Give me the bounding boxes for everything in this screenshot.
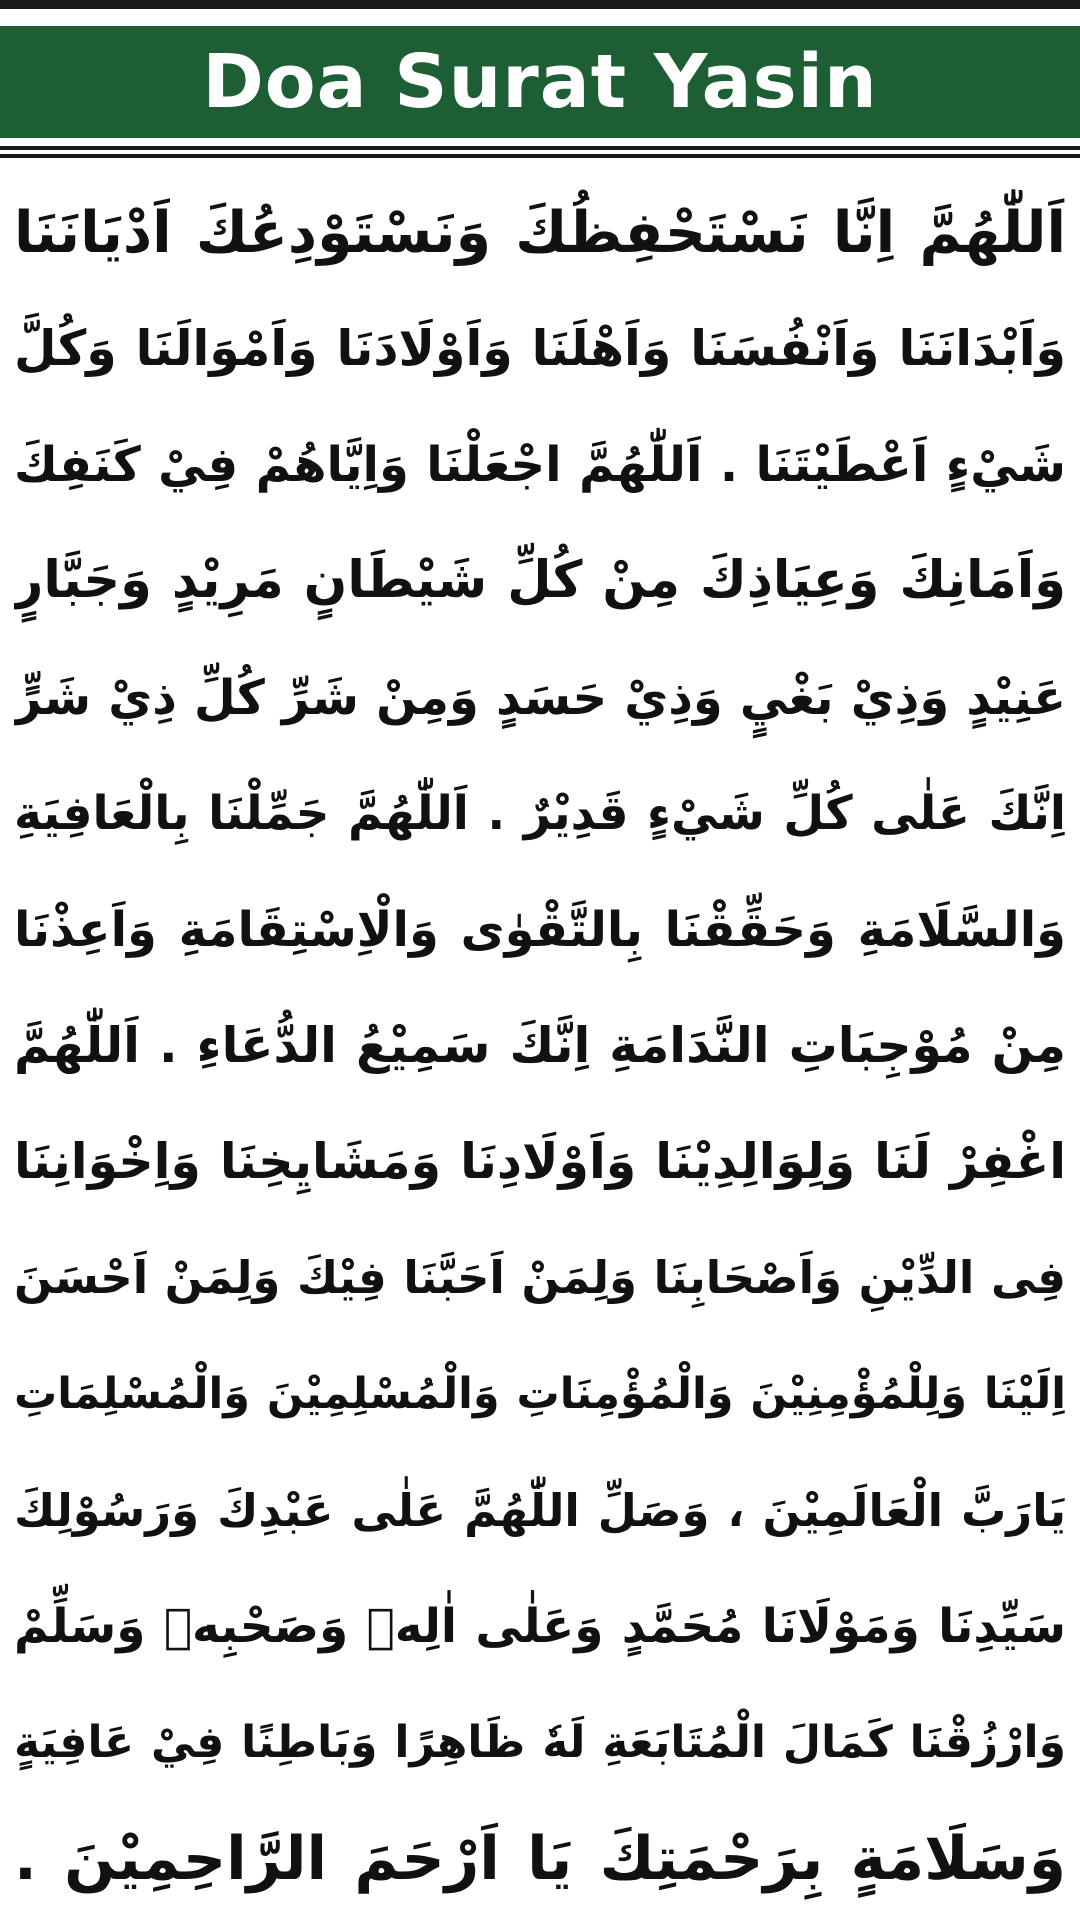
- prayer-line: وَسَلَامَةٍ بِرَحْمَتِكَ يَا اَرْحَمَ الرَّاحِمِيْنَ .: [14, 1823, 1066, 1894]
- prayer-line: فِى الدِّيْنِ وَاَصْحَابِنَا وَلِمَنْ اَحَبَّنَا فِيْكَ وَلِمَنْ اَحْسَنَ: [14, 1251, 1066, 1305]
- prayer-line: سَيِّدِنَا وَمَوْلَانَا مُحَمَّدٍ وَعَلٰى اٰلِهٖ وَصَحْبِهٖ وَسَلِّمْ: [14, 1598, 1066, 1654]
- prayer-line: وَارْزُقْنَا كَمَالَ الْمُتَابَعَةِ لَهٗ ظَاهِرًا وَبَاطِنًا فِيْ عَافِيَةٍ: [14, 1716, 1066, 1768]
- top-border-gap: [0, 9, 1080, 26]
- title-banner: [0, 26, 1080, 138]
- top-border-rule: [0, 0, 1080, 9]
- prayer-text-block: [14, 176, 1066, 1916]
- prayer-line: اِنَّكَ عَلٰى كُلِّ شَيْءٍ قَدِيْرٌ . اَللّٰهُمَّ جَمِّلْنَا بِالْعَافِيَةِ: [14, 785, 1066, 841]
- prayer-line: وَالسَّلَامَةِ وَحَقِّقْنَا بِالتَّقْوٰى وَالْاِسْتِقَامَةِ وَاَعِذْنَا: [14, 901, 1066, 958]
- prayer-line: عَنِيْدٍ وَذِيْ بَغْيٍ وَذِيْ حَسَدٍ وَمِنْ شَرِّ كُلِّ ذِيْ شَرٍّ: [14, 669, 1066, 726]
- prayer-line: اِلَيْنَا وَلِلْمُؤْمِنِيْنَ وَالْمُؤْمِنَاتِ وَالْمُسْلِمِيْنَ وَالْمُسْلِمَاتِ: [14, 1369, 1066, 1420]
- prayer-line: وَاَبْدَانَنَا وَاَنْفُسَنَا وَاَهْلَنَا وَاَوْلَادَنَا وَاَمْوَالَنَا وَكُلَّ: [14, 320, 1066, 378]
- title-underline-rule: [0, 146, 1080, 150]
- prayer-line: يَارَبَّ الْعَالَمِيْنَ ، وَصَلِّ اللّٰهُمَّ عَلٰى عَبْدِكَ وَرَسُوْلِكَ: [14, 1483, 1066, 1537]
- prayer-line: شَيْءٍ اَعْطَيْتَنَا . اَللّٰهُمَّ اجْعَلْنَا وَاِيَّاهُمْ فِيْ كَنَفِكَ: [14, 437, 1066, 494]
- title-underline-rule-double: [0, 154, 1080, 158]
- prayer-line: اغْفِرْ لَنَا وَلِوَالِدِيْنَا وَاَوْلَادِنَا وَمَشَايِخِنَا وَاِخْوَانِنَا: [14, 1133, 1066, 1191]
- prayer-line: وَاَمَانِكَ وَعِيَاذِكَ مِنْ كُلِّ شَيْطَانٍ مَرِيْدٍ وَجَبَّارٍ: [14, 551, 1066, 611]
- page-title: Doa Surat Yasin: [202, 39, 878, 125]
- prayer-line: اَللّٰهُمَّ اِنَّا نَسْتَحْفِظُكَ وَنَسْتَوْدِعُكَ اَدْيَانَنَا: [14, 200, 1066, 266]
- prayer-line: مِنْ مُوْجِبَاتِ النَّدَامَةِ اِنَّكَ سَمِيْعُ الدُّعَاءِ . اَللّٰهُمَّ: [14, 1016, 1066, 1074]
